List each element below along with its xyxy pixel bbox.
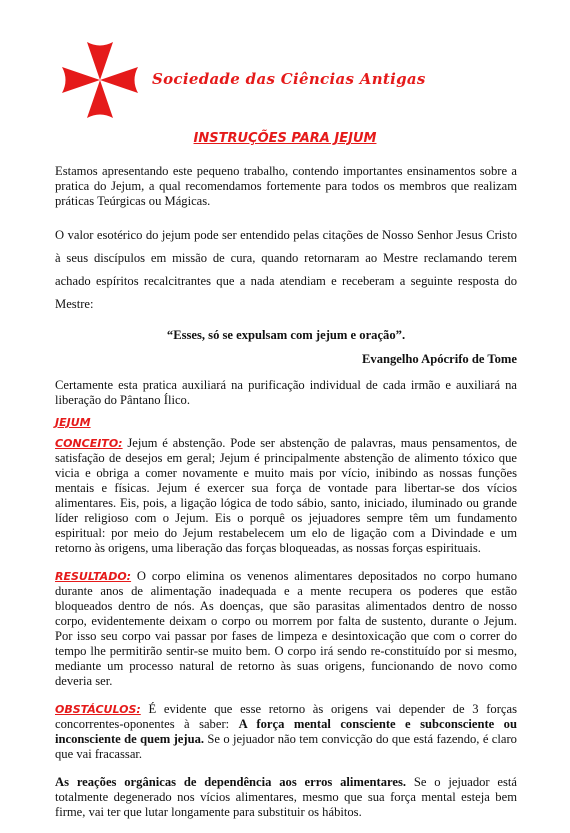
obstacles-text-2: Se o jejuador não tem convicção do que está fazendo, é claro que vai fracassar.: [55, 732, 517, 761]
concept-label: CONCEITO:: [55, 437, 123, 450]
page-title: INSTRUÇÕES PARA JEJUM: [193, 131, 377, 146]
obstacles-bold: A força mental consciente e subconsciente ou inconsciente de quem jejua.: [55, 717, 517, 746]
quote: “Esses, só se expulsam com jejum e oração”.: [166, 328, 406, 342]
intro-paragraph: Estamos apresentando este pequeno trabalho, contendo importantes ensinamentos sobre a pratica do Jejum, a qual recomendamos fortemente para todos os membros que realizam práticas Teúrgicas ou Mágicas.: [55, 164, 517, 208]
concept-paragraph: [55, 436, 517, 556]
red-cross-pattee-icon: [60, 40, 140, 120]
reactions-paragraph: [55, 775, 517, 820]
obstacles-text-1: É evidente que esse retorno às origens vai depender de 3 forças concorrentes-oponentes à saber:: [55, 702, 517, 731]
concept-text: Jejum é abstenção. Pode ser abstenção de palavras, maus pensamentos, de satisfação de desejos em geral; Jejum é principalmente abstenção de alimento tóxico que vicia e obriga a comer novamente e muito mais por vício, inibindo as nossas funções mentais e físicas. Jejum é exercer sua força de vontade para libertar-se dos vícios alimentares. Eis, pois, a ligação lógica de todo sábio, santo, iniciado, iluminado ou grande líder religioso com o Jejum. Eis o porquê os jejuadores sempre têm um fundamento espiritual: por meio do Jejum restabelecem um elo de ligação com a Divindade e um retorno às origens, uma liberação das forças bloqueadas, as nossas forças espirituais.: [55, 436, 517, 555]
quote-source: Evangelho Apócrifo de Tome: [362, 352, 517, 366]
obstacles-paragraph: [55, 702, 517, 762]
certainly-paragraph: Certamente esta pratica auxiliará na purificação individual de cada irmão e auxiliará na liberação do Pântano Ílico.: [55, 378, 517, 407]
result-text: O corpo elimina os venenos alimentares depositados no corpo humano durante anos de alimentação inadequada e a mente recupera os poderes que estão bloqueados dentro de nós. As doenças, que são parasitas alimentados dentro de nosso corpo, evidentemente deixam o corpo ou morrem por falta de sustento, durante o Jejum. Por isso seu corpo vai passar por fases de limpeza e desintoxicação que com o correr do tempo lhe permitirão sentir-se muito bem. O corpo irá sendo re-constituído por si mesmo, mediante um processo natural de retorno às suas origens, funcionando de novo como deveria ser.: [55, 569, 517, 688]
letterhead: [60, 40, 520, 120]
result-label: RESULTADO:: [55, 570, 132, 583]
reactions-bold: As reações orgânicas de dependência aos erros alimentares.: [55, 775, 406, 789]
section-title-jejum: JEJUM: [55, 416, 91, 429]
esoteric-paragraph: O valor esotérico do jejum pode ser entendido pelas citações de Nosso Senhor Jesus Cristo à seus discípulos em missão de cura, quando retornaram ao Mestre reclamando terem achado espíritos recalcitrantes que a nada atendiam e receberam a seguinte resposta do Mestre:: [55, 228, 517, 311]
document-body: [55, 164, 517, 833]
reactions-text: Se o jejuador está totalmente degenerado nos vícios alimentares, mesmo que sua força mental esteja bem firme, vai ter que lutar longamente para substituir os hábitos.: [55, 775, 518, 819]
result-paragraph: [55, 569, 517, 689]
society-name: Sociedade das Ciências Antigas: [152, 70, 426, 88]
obstacles-label: OBSTÁCULOS:: [55, 703, 141, 716]
